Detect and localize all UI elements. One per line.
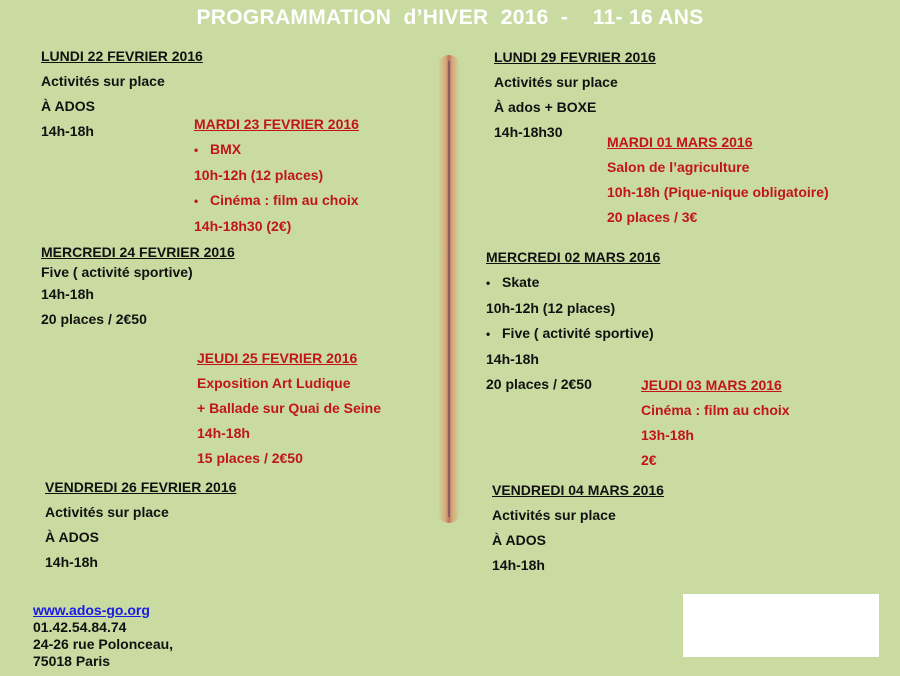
day-bullet-line: • Five ( activité sportive) bbox=[486, 321, 660, 347]
day-line: 14h-18h bbox=[197, 425, 250, 441]
day-line: Activités sur place bbox=[494, 74, 618, 90]
day-heading: LUNDI 22 FEVRIER 2016 bbox=[41, 48, 203, 64]
day-heading: MERCREDI 24 FEVRIER 2016 bbox=[41, 244, 235, 260]
day-line: 14h-18h bbox=[492, 557, 545, 573]
day-line: Five ( activité sportive) bbox=[41, 264, 193, 280]
day-line: + Ballade sur Quai de Seine bbox=[197, 400, 382, 416]
day-line: 10h-18h (Pique-nique obligatoire) bbox=[607, 184, 829, 200]
day-line: Salon de l’agriculture bbox=[607, 159, 750, 175]
address-city: 75018 Paris bbox=[33, 653, 111, 669]
day-line: À ADOS bbox=[45, 529, 99, 545]
center-divider bbox=[438, 55, 460, 523]
day-line: 14h-18h bbox=[41, 286, 94, 302]
address-street: 24-26 rue Polonceau, bbox=[33, 636, 174, 652]
day-bullet-line: • BMX bbox=[194, 137, 359, 163]
day-heading: JEUDI 03 MARS 2016 bbox=[641, 377, 782, 393]
day-line: À ADOS bbox=[41, 98, 95, 114]
website-link[interactable]: www.ados-go.org bbox=[33, 602, 150, 618]
day-heading: VENDREDI 26 FEVRIER 2016 bbox=[45, 479, 237, 495]
day-bullet-line: • Skate bbox=[486, 270, 660, 296]
divider-line bbox=[448, 61, 450, 517]
day-bullet-line: • Cinéma : film au choix bbox=[194, 188, 359, 214]
day-line: 14h-18h bbox=[45, 554, 98, 570]
day-vendredi-26 bbox=[45, 475, 236, 575]
day-mardi-01 bbox=[607, 130, 829, 230]
day-line: Cinéma : film au choix bbox=[641, 402, 790, 418]
day-line: Exposition Art Ludique bbox=[197, 375, 351, 391]
day-jeudi-25 bbox=[197, 346, 381, 471]
day-heading: JEUDI 25 FEVRIER 2016 bbox=[197, 350, 358, 366]
day-line: 20 places / 2€50 bbox=[486, 376, 592, 392]
day-vendredi-04 bbox=[492, 478, 664, 578]
day-line: 15 places / 2€50 bbox=[197, 450, 303, 466]
day-line: À ados + BOXE bbox=[494, 99, 597, 115]
day-line: 20 places / 3€ bbox=[607, 209, 698, 225]
phone-number: 01.42.54.84.74 bbox=[33, 619, 127, 635]
day-line: 14h-18h30 (2€) bbox=[194, 218, 292, 234]
day-line: 10h-12h (12 places) bbox=[194, 167, 324, 183]
day-heading: VENDREDI 04 MARS 2016 bbox=[492, 482, 664, 498]
day-line: 14h-18h bbox=[486, 351, 539, 367]
day-line: Activités sur place bbox=[41, 73, 165, 89]
day-line: 13h-18h bbox=[641, 427, 694, 443]
day-line: Activités sur place bbox=[492, 507, 616, 523]
day-jeudi-03 bbox=[641, 373, 790, 473]
day-line: 20 places / 2€50 bbox=[41, 311, 147, 327]
day-heading: MERCREDI 02 MARS 2016 bbox=[486, 249, 661, 265]
page-title: PROGRAMMATION d’HIVER 2016 - 11- 16 ANS bbox=[196, 6, 704, 29]
day-lundi-22 bbox=[41, 44, 203, 144]
day-line: 2€ bbox=[641, 452, 657, 468]
day-mardi-23 bbox=[194, 112, 359, 239]
day-heading: MARDI 01 MARS 2016 bbox=[607, 134, 753, 150]
day-heading: LUNDI 29 FEVRIER 2016 bbox=[494, 49, 656, 65]
day-line: Activités sur place bbox=[45, 504, 169, 520]
day-heading: MARDI 23 FEVRIER 2016 bbox=[194, 116, 359, 132]
day-line: À ADOS bbox=[492, 532, 546, 548]
day-line: 14h-18h bbox=[41, 123, 94, 139]
blank-white-box bbox=[683, 594, 879, 657]
day-line: 14h-18h30 bbox=[494, 124, 563, 140]
contact-footer bbox=[33, 602, 173, 670]
day-mercredi-02 bbox=[486, 245, 660, 397]
day-line: 10h-12h (12 places) bbox=[486, 300, 616, 316]
day-mercredi-24 bbox=[41, 242, 235, 332]
